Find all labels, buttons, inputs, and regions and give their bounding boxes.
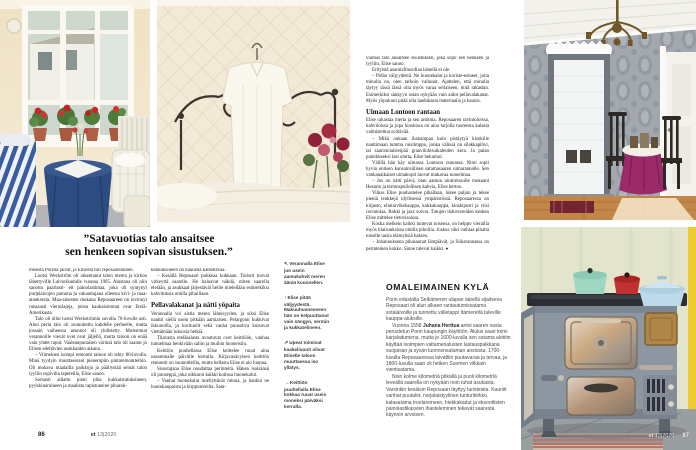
pull-quote-line2: sen henkeen sopivan sisustuksen.” <box>65 246 233 258</box>
page-number-left: 86 <box>38 432 45 438</box>
magazine-logo-et: et <box>648 433 654 439</box>
paragraph: – Jos on nätti päivä, otan aamun uintireissulle mukaani Hesarin ja termospullollisen kahvia, Elise kertoo. <box>366 179 489 191</box>
paragraph: Tilavasta eteläsalasta avautuvat ovet keittiöön, vanhaa tunnelmaa henkivään saliin ja muihin huoneisiin. <box>151 336 269 348</box>
paragraph: – Viimeinen isompi remontti taloon oli tehty 80-luvulla. Minä tyydyin muuttaessani pienempiin pintaremontteihin. Oli mukava maalailla paikkoja ja päällystää seinät talon tyyliin sopivilla tapeteilla, Elise sanoo. <box>29 353 147 377</box>
arrow-up-right-icon: ↗ <box>284 340 289 347</box>
page-number-right: 87 <box>682 433 689 439</box>
paragraph: Luotsi Weckström oli rakentanut talon meren ja kirkon lähettyville Laivurikadulle vuonna 1905. Alustana oli niin sanottu paarlasti- eli painolastimaa, joka oli syntynyt purjelaivojen painona ja vakauttajana olleesta kivi- ja maa-aineksesta. Maa-ainesten mukana Reposaareen on levinnyt runsaasti vieraslajeja, joista kaukaisimmat ovat Etelä-Amerikasta. <box>29 274 147 316</box>
veranda-illustration <box>0 0 150 227</box>
striped-sofa <box>0 134 36 227</box>
sidebar-text: Vuonna 1558 <box>392 322 423 329</box>
paragraph-text: – Juhannuksena pihasaunat lämpiävät, ja Siikarannassa on perinteinen kokko. Sinne tulevat kaikki. <box>366 240 489 253</box>
paragraph: vuotias talo ansaitsee sisustuksen, joka sopii sen henkeen ja tyyliin, Elise sanoo. <box>366 56 489 68</box>
arrow-up-left-icon: ↖ <box>284 261 289 267</box>
paragraph: kennuksineen on kaunista katseltavaa. <box>151 268 226 273</box>
paragraph: Välillä hän käy uimassa Lontoon rannassa. Nimi sopii hyvin entisen kansainvälisen satamasaaren uimarannalle. Sen vanhanaikaiset uimakopit luovat mukavaa tunnelmaa. <box>366 160 489 179</box>
photo-stove <box>521 227 696 450</box>
photo-captions-column <box>284 261 331 419</box>
paragraph: – Vanhat huonekalut miellyttävät minua, ja hankin ne huutokaupoista ja kirpputoreilta. Sata- <box>151 379 269 391</box>
wood-stove <box>521 293 687 439</box>
bedroom-illustration <box>157 0 350 222</box>
footer-right <box>649 433 689 439</box>
caption-text: Upeat toimivat kaakeliuunit olivat Eliselle taloon muuttaessa iso yllätys. <box>284 340 325 370</box>
paragraph: Erityistä asumisfilosofiaa hänellä ei ole. <box>372 68 451 74</box>
paragraph: Koska melkein kaikki tuntevat toisensa, on helppo vierailla myös tilaisuuksissa omilla pihoilla. Joskus väki vaihtaa pihalta toiselle uusia elämyksiä hakien. <box>366 221 489 240</box>
radiator <box>118 116 150 152</box>
rug <box>550 201 594 213</box>
wall-lamp <box>7 19 21 33</box>
article-end-mark: ● <box>445 246 449 252</box>
sidebar-title: OMALEIMAINEN KYLÄ <box>386 283 490 292</box>
paragraph: Keittiön puuhellassa Elise keittelee ruuat aina useammalle päivälle kerralla. Kirjavasävyisen keittiön remontti on suunnitteilla, mutta hellasta Elise ei aio luopua. <box>151 348 269 366</box>
paragraph: Talo oli ollut luotsi Weckströmin suvulla 70-luvulle asti. Alun perin talo oli suunniteltu kahdelle perheelle, mutta jossain vaiheessa asunnot oli yhdistetty. Molemmat verannoille vievät ovet ovat jäljellä, mutta taloon on enää vain yhdet raput. Vaaleanpunaisen värinsä talo oli saanut jo Elisen edeltävien asukkaiden aikana. <box>29 316 147 353</box>
caption-wood-stove <box>284 380 331 411</box>
arrow-up-icon: ↑ <box>284 294 287 301</box>
paragraph: Vilkas Elise puuhastelee pihallaan, lukee paljon ja tekee pieniä lenkkejä idyllisessä ympäristössä. Reposaaressa on kirjasto, elintarvikekauppa, kukkakauppa, kioskiposti ja viisi ravintolaa. Rokki ja jazz soivat. Tutujen ikätovereiden kesken Elise mittelee tietovisoissa. <box>366 191 489 221</box>
sidebar-text: antoi saaren vasta perustetun Porin kaupungin käyttöön. Aluksi saari toimi karjalaitumena, mutta jo 1600-luvulla sen satama alettiin käyttää isoimpien valtamerialusten lastauspaikkana suojaisan ja syvän luonnonsataman ansiosta. 1700-luvulla Reposaaressa laivattiin puutavaraa ja tervaa, ja 1800-luvulla saari oli hetken Suomen vilkkain vientisatama. <box>386 322 511 374</box>
paragraph: Sisustajana Elise noudattaa perinteitä. Hänen isoisänsä oli puuseppä, joka nikkaroi kaikki kotinsa huonekalut. <box>151 366 269 378</box>
issue-number: 13|2020 <box>654 433 675 439</box>
sidebar-paragraph: Noin kolme kilometriä pitkällä ja puoli kilometriä leveällä saarella on nykyään noin tuhat asukasta. Varsinkin kesäisin Reposaari täyttyy turisteista. Kauniit vanhat puutalot, norjalaistyylinen tunturikirkko, kalasatama troolareineen, hiekkakadut ja eksoottisten painolastikasvien ihasteleminen tekevät saaresta käynnin arvoisen. <box>386 373 507 419</box>
caption-veranda <box>284 261 331 286</box>
caption-bedroom <box>284 295 331 331</box>
paragraph: Verannalla voi aistia meren läheisyyden, ja siksi Elise nauttii siellä usein pitkään aamiaisen. Pelargonit kukkivat ikkunoilla, ja korituolit sekä vanha puusohva kutsuvat viettämään lokoisia hetkiä. <box>151 311 269 336</box>
article-left-column-1 <box>29 268 147 434</box>
paragraph: Elise rakastaa merta ja sen antimia. Reposaaren ravintoloissa, kahviloissa ja jopa kioskissa on aina tarjolla tuoreesta kalasta valmistettua syötävää. <box>366 118 489 136</box>
blue-table <box>44 160 112 227</box>
magazine-logo-et: et <box>90 432 96 438</box>
photo-bedroom <box>157 0 350 222</box>
paragraph: misestä Porista jäivät, ja Elisestä tuli reposaarelainen. <box>29 268 134 273</box>
footer-left <box>38 432 116 438</box>
paragraph: – Pidän väljyydestä. Ne huonekalut ja koriste-esineet, joita minulla on, olen tarkoin valinnut. Ajattelen, että minulla täytyy tässä iässä olla myös varaa sellaiseen, mitä rakastan. Esimerkiksi sänkyyn ostan nykyään vain aidot pellavalakanat. Myös yöpukuni pitää olla laadukasta materiaalia ja kaunis. <box>366 74 489 104</box>
caption-text: Elise pitää väljyydestä. Makuuhuoneeseen hän on kelpuuttanut vain sängyn, sermin ja kukkatelineen. <box>284 294 330 331</box>
caption-text: Keittiön puuhellalla Elise kokkaa ruuat usein moneksi päiväksi kerralla. <box>284 379 327 410</box>
paragraph: – Kesällä Reposaari puhkeaa kukkaan. Turistit tuovat virkeyttä saarelle. He haluavat nähdä, miten saarella eletään, ja asukkaat järjestävät heille mielellään esimerkiksi kahvituksia omilla pihoillaan. <box>151 274 269 298</box>
tiled-stove <box>544 42 614 203</box>
pull-quote-line1: ”Satavuotias talo ansaitsee <box>83 233 215 245</box>
subheading-uimaan: Uimaan Lontoon rantaan <box>366 108 441 116</box>
bed-linen <box>157 182 350 222</box>
caption-tile-stoves <box>284 340 331 371</box>
sidebar-omaleimainen-kyla <box>386 283 513 445</box>
paragraph: Somasti aidattu pieni piha kukkaistutuksineen, pyykkinaruineen ja maalista rapistuneine piharak- <box>29 377 147 389</box>
stove-illustration <box>521 227 696 450</box>
paragraph <box>366 240 489 253</box>
subheading-pellavalakanat: Pellavalakanat ja nätti yöpaita <box>151 302 240 310</box>
photo-veranda <box>0 0 150 227</box>
caption-text: Verannalla Elise juo usein aamukahvit meren ääniä kuunnellen. <box>284 261 326 285</box>
article-left-column-2 <box>151 268 269 434</box>
pull-quote <box>28 233 270 259</box>
article-right-column <box>366 56 489 282</box>
sidebar-bold-name: Juhana Herttua <box>422 322 460 329</box>
sidebar-paragraph <box>386 323 513 374</box>
arrow-right-icon: → <box>284 379 289 386</box>
photo-parlour <box>524 0 696 220</box>
sidebar-paragraph: Porin edustalla Selkämeren ulapan äärellä sijaitseva Reposaari oli alun alkaen rantautumissatama sotalaivoille ja tunnettu välietappi Itämereltä tuleville kauppa-aluksille. <box>386 297 502 323</box>
paragraph: – Mikä onkaan ihanampaa kuin pistäytyä kioskille nauttimaan tumma ruislimppu, jonka välissä on silakkapihvi, tai saaristolaisleipää graavilohisuikaleiden kera. Ja palan painikkeeksi lasi olutta, Elise hekumoi. <box>366 136 489 160</box>
parlour-illustration <box>524 0 696 220</box>
issue-number: 13|2020 <box>96 432 117 438</box>
